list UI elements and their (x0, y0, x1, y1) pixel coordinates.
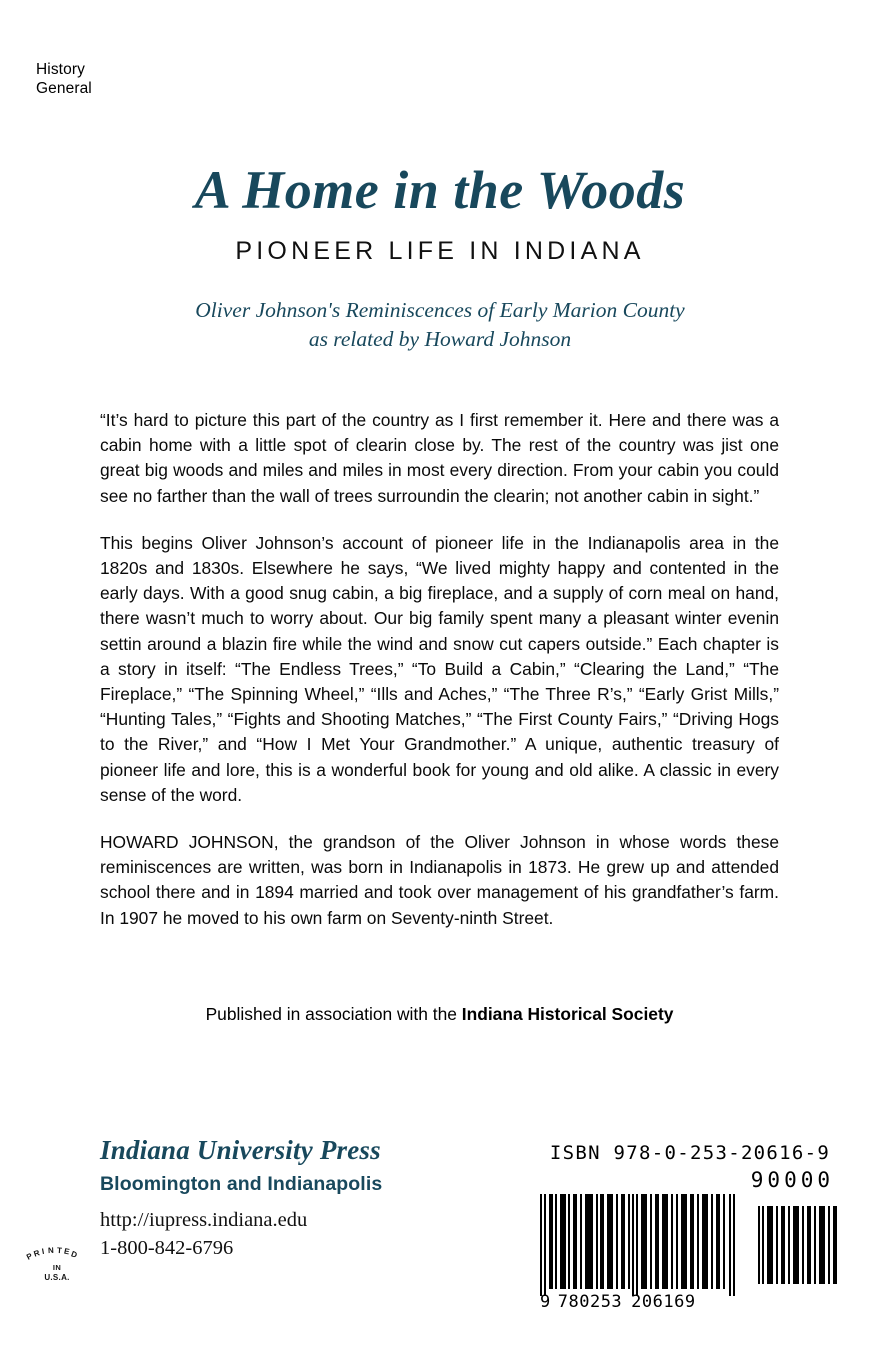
book-title: A Home in the Woods (194, 160, 686, 220)
publisher-phone: 1-800-842-6796 (100, 1237, 234, 1259)
ean-group-1: 780253 (557, 1292, 623, 1312)
stamp-char-p: P (25, 1251, 34, 1262)
stamp-char-i: I (41, 1246, 45, 1257)
blurb-description-paragraph: This begins Oliver Johnson’s account of pioneer life in the Indianapolis area in the 1820s and 1830s. Elsewhere he says, “We lived mighty happy and contented in the early days. With a good snug cabin, a big fireplace, and a supply of corn meal on hand, there wasn’t much to worry about. Our big family spent many a pleasant winter evenin settin around a blazin fire while the wind and snow cut capers outside.” Each chapter is a story in itself: “The Endless Trees,” “To Build a Cabin,” “Clearing the Land,” “The Fireplace,” “The Spinning Wheel,” “Ills and Aches,” “The Three R’s,” “Early Grist Mills,” “Hunting Tales,” “Fights and Shooting Matches,” “The First County Fairs,” “Driving Hogs to the River,” and “How I Met Your Grandmother.” A unique, authentic treasury of pioneer life and lore, this is a wonderful book for young and old alike. A classic in every sense of the word. (100, 532, 779, 805)
isbn-text: ISBN 978-0-253-20616-9 (549, 1142, 831, 1164)
stamp-char-n: N (47, 1245, 54, 1256)
ean-lead-digit: 9 (540, 1292, 551, 1312)
publisher-block (100, 1134, 480, 1262)
publisher-url[interactable]: http://iupress.indiana.edu (100, 1209, 308, 1231)
stamp-line-in: IN (52, 1263, 62, 1272)
ean13-barcode (540, 1194, 740, 1296)
ean-group-2: 206169 (631, 1292, 696, 1312)
publisher-name: Indiana University Press (100, 1135, 381, 1165)
association-prefix: Published in association with the (205, 1004, 462, 1024)
barcode-graphics (540, 1194, 840, 1312)
publisher-cities: Bloomington and Indianapolis (100, 1173, 383, 1195)
credit-block (0, 296, 880, 354)
stamp-line-usa: U.S.A. (44, 1273, 70, 1282)
association-organization: Indiana Historical Society (461, 1004, 674, 1024)
ean13-digits (540, 1292, 740, 1312)
stamp-char-t: T (56, 1245, 63, 1256)
ean5-addon-barcode (758, 1206, 840, 1284)
book-subtitle: PIONEER LIFE IN INDIANA (235, 237, 645, 265)
back-cover-copy (100, 408, 779, 931)
stamp-arc-row (25, 1245, 89, 1263)
category-block (36, 60, 92, 98)
stamp-char-d: D (69, 1249, 79, 1260)
association-line (100, 1002, 779, 1026)
printed-in-usa-stamp (25, 1245, 89, 1290)
credit-line-1: Oliver Johnson's Reminiscences of Early Marion County (195, 298, 685, 322)
barcode-addon-digits: 90000 (750, 1168, 834, 1192)
stamp-char-r: R (32, 1248, 41, 1259)
author-bio-paragraph: HOWARD JOHNSON, the grandson of the Oliver Johnson in whose words these reminiscences are written, was born in Indianapolis in 1873. He grew up and attended school there and in 1894 married and took over management of his grandfather’s farm. In 1907 he moved to his own farm on Seventy-ninth Street. (100, 832, 779, 928)
barcode-zone (540, 1142, 840, 1312)
title-block (0, 160, 880, 354)
stamp-char-e: E (63, 1246, 71, 1257)
category-secondary: General (36, 80, 92, 97)
blurb-quote-paragraph: “It’s hard to picture this part of the country as I first remember it. Here and there was a cabin home with a little spot of clearin close by. The rest of the country was jist one great big woods and miles and miles in most every direction. From your cabin you could see no farther than the wall of trees surroundin the clearin; not another cabin in sight.” (100, 410, 779, 506)
credit-line-2: as related by Howard Johnson (308, 327, 572, 351)
category-primary: History (36, 61, 85, 78)
